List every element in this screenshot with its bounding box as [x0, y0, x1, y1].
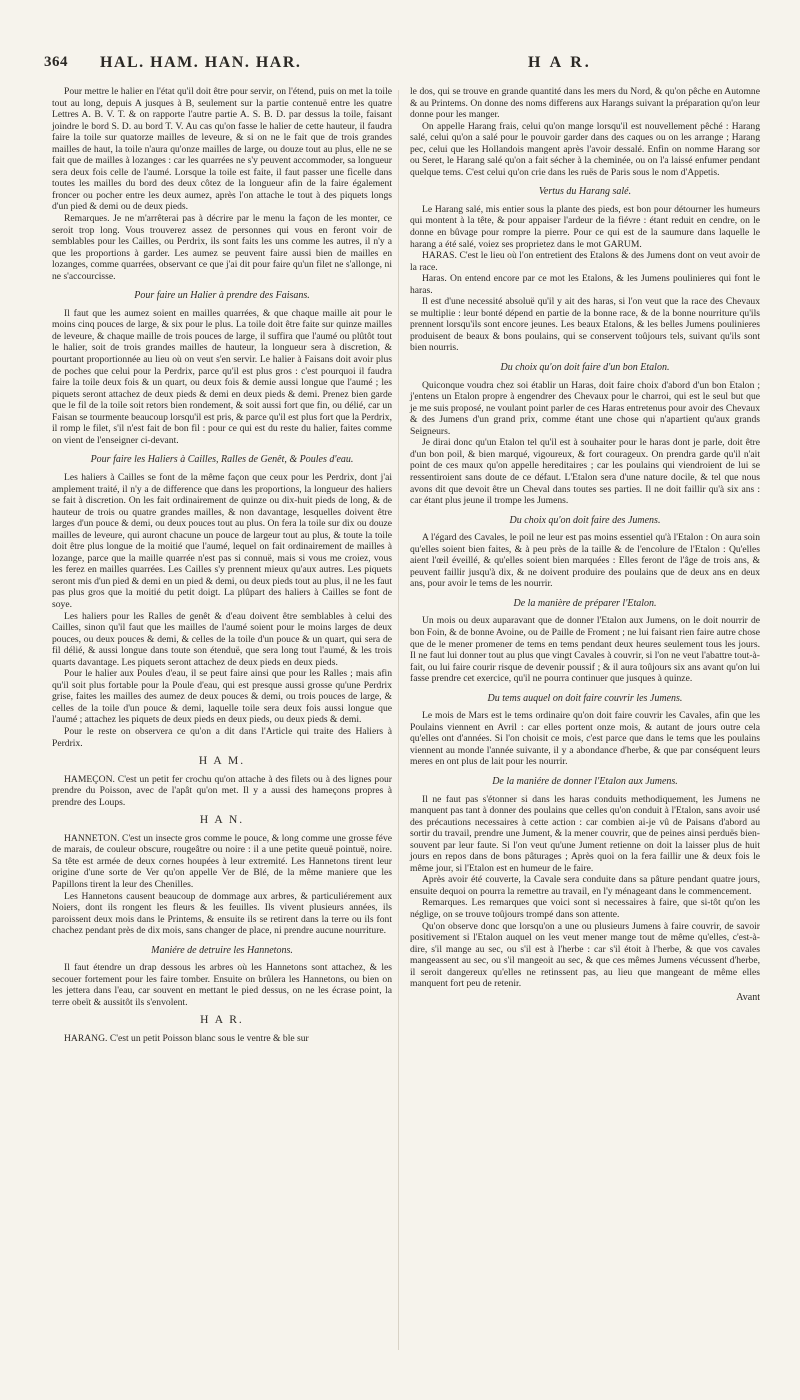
paragraph: Remarques. Je ne m'arrêterai pas à décrire par le menu la façon de les monter, ce seroit trop long. Vous trouverez assez de personnes qui vous en feront voir de semblables pour les Cailles, ou Perdrix, ils sont faits les uns comme les autres, il n'y a que les proportions à garder. Les aumez se peuvent faire aussi bien de mailles en lozanges, comme quarrées, observant ce que j'ai dit pour faire qu'un filet ne s'allonge, ni ne s'accourcisse. [52, 213, 392, 282]
section-heading: Du choix qu'on doit faire des Jumens. [509, 514, 661, 526]
paragraph: Il faut étendre un drap dessous les arbres où les Hannetons sont attachez, & les secouer fortement pour les faire tomber. Ensuite on brûlera les Hannetons, ou bien on les jettera dans l'eau, car souvent en mettant le pied dessus, on ne les écrase point, la terre obeït & aussitôt ils s'envolent. [52, 962, 392, 1008]
section-heading: Du tems auquel on doit faire couvrir les Jumens. [487, 692, 683, 704]
entry-harang: HARANG. C'est un petit Poisson blanc sous le ventre & ble sur [64, 1033, 309, 1045]
paragraph: Haras. On entend encore par ce mot les Etalons, & les Jumens poulinieres qui font le haras. [410, 273, 760, 296]
paragraph: Quiconque voudra chez soi établir un Haras, doit faire choix d'abord d'un bon Etalon ; j'entens un Etalon propre à engendrer des Chevaux pour le charroi, qui est le seul but que je me suis proposé, ne voulant point parler de ces Haras entretenus pour avoir des Chevaux & des Jumens d'un grand prix, comme étant une chose qui n'apartient qu'aux grands Seigneurs. [410, 379, 760, 437]
right-column [410, 86, 760, 1003]
paragraph: Le Harang salé, mis entier sous la plante des pieds, est bon pour détourner les humeurs qui montent à la tête, & pour appaiser l'ardeur de la fiévre : étant reduit en cendre, on le donne en bûvage pour rompre la pierre. Pour ce qui est de la saumure dans laquelle le harang a été salé, voiez ses proprietez dans le mot GARUM. [410, 203, 760, 250]
paragraph: Pour mettre le halier en l'état qu'il doit être pour servir, on l'étend, puis on met la toile tout au long, depuis A jusques à B, seulement sur la partie contenuë entre les quatre Lettres A. B. V. T. & on rapporte l'autre partie A. S. B. D. par dessus la toile, faisant joindre le bord S. D. au bord T. V. Au cas qu'on fasse le halier de cette hauteur, il faudra faire la toile sur quatorze mailles de leveure, & si on ne le fait que de trois grandes mailles de haut, la toile n'aura qu'onze mailles de large, ou douze tout au plus, elle ne se fait que de mailles à lozanges : car les quarrées ne s'y peuvent accommoder, sa longueur sera deux fois celle de l'aumé. Lorsque la toile est faite, il faut passer une ficelle dans toutes les mailles du bord des deux côtez de la longueur afin de la faire également froncer ou pocher entre les deux aumez, après l'on attache le tout à des piquets longs d'un pied & demi ou de deux pieds. [52, 86, 392, 213]
paragraph: Il est d'une necessité absoluë qu'il y ait des haras, si l'on veut que la race des Chevaux se multiplie : leur bonté dépend en partie de la bonne race, & de la bonne nourriture qu'ils prennent lorsqu'ils sont encore jeunes. Les beaux Etalons, & les belles Jumens poulinieres produisent de beaux & bons poulains, qui se conservent toûjours tels, suivant qu'ils sont bien nourris. [410, 296, 760, 354]
paragraph: Qu'on observe donc que lorsqu'on a une ou plusieurs Jumens à faire couvrir, de savoir positivement si l'Etalon auquel on les veut mener mange tout de même qu'elles, c'est-à-dire, s'il mange au sec, ou s'il est à l'herbe : car s'il étoit à l'herbe, & que vos cavales mangeassent au sec, ou s'il mangeoit au sec, & que ces mêmes Jumens vécussent d'herbe, il seroit dangereux qu'elles ne retinssent pas, au lieu que mangeant de même elles manquent fort peu de retenir. [410, 920, 760, 990]
paragraph: A l'égard des Cavales, le poil ne leur est pas moins essentiel qu'à l'Etalon : On aura soin qu'elles soient bien faites, & à peu près de la taille & de l'encolure de l'Etalon : Qu'elles aient l'œil éveillé, & qu'elles soient bien marquées : Elles feront de l'âge de trois ans, & peuvent faillir jusqu'à dix, & ne doivent produire des poulains que de deux ans en deux ans, pour avoir le tems de les nourrir. [410, 532, 760, 590]
section-heading: Pour faire un Halier à prendre des Faisans. [134, 290, 310, 302]
paragraph: Pour le reste on observera ce qu'on a dit dans l'Article qui traite des Haliers à Perdrix. [52, 725, 392, 749]
letter-heading: H A N. [199, 814, 245, 827]
letter-heading: H A R. [200, 1014, 244, 1027]
paragraph: Le mois de Mars est le tems ordinaire qu'on doit faire couvrir les Cavales, afin que les Poulains viennent en Avril : car elles portent onze mois, & autant de jours outre cela qu'elles ont d'années. Si l'on choisit ce mois, c'est parce que dans le tems que les poulains viennent au monde l'année suivante, il y a abondance d'herbe, & que par conséquent leurs meres en ont plus de lait pour les nourrir. [410, 710, 760, 768]
paragraph: Je dirai donc qu'un Etalon tel qu'il est à souhaiter pour le haras dont je parle, doit être d'un bon poil, & bien marqué, vigoureux, & fort courageux. On prendra garde qu'il n'ait point de ces maux qu'on appelle hereditaires ; car les poulains qui viendroient de lui se ressentiroient sans doute de ce défaut. L'Etalon sera d'une nature docile, & tel que nous avons dit que devoit être un Cheval dans toutes ses parties. Il ne doit faillir qu'à six ans : car étant plus jeune il trompe les Jumens. [410, 437, 760, 507]
paragraph: le dos, qui se trouve en grande quantité dans les mers du Nord, & qu'on pêche en Automne & au Printems. On donne des noms differens aux Harangs suivant la préparation qu'on leur donne pour les manger. [410, 86, 760, 121]
section-heading: De la maniére de donner l'Etalon aux Jumens. [492, 775, 678, 787]
running-title-right: H A R. [528, 54, 592, 71]
paragraph: Il faut que les aumez soient en mailles quarrées, & que chaque maille ait pour le moins cinq pouces de large, & six pour le plus. La toile doit être faite sur quinze mailles de leveure, & chaque maille de trois pouces de large, il suffira que l'aumé ou plûtôt tout le halier, soit de trois grandes mailles de hauteur, la longueur sera à discretion, & pourtant proportionnée au lieu où on veut s'en servir. Le halier à Faisans doit avoir plus de poches que celui pour la Perdrix, parce qu'il est plus gros : c'est pourquoi il faudra faire la toile deux fois & un quart, ou deux fois & demie aussi longue que l'aumé ; les piquets seront attachez de deux pieds & demi en deux pieds & demi. Prenez bien garde que le fil de la toile soit retors bien rondement, & soit aussi fort que fin, ou délié, car un Faisan se tourmente beaucoup lorsqu'il est pris, & parce qu'il est plus fort que la Perdrix, il romp le filet, s'il n'est fait de bon fil : pour ce qui est du reste du halier, faites comme on vient de l'enseigner ci-devant. [52, 307, 392, 446]
paragraph: Les Hannetons causent beaucoup de dommage aux arbres, & particuliérement aux Noiers, dont ils rongent les fleurs & les feuilles. Ils vivent plusieurs années, ils paroissent deux mois dans le Printems, & ensuite ils se retirent dans la terre ou ils font chachez pendant près de dix mois, sans changer de place, ni prendre aucune nourriture. [52, 890, 392, 937]
section-heading: Du choix qu'on doit faire d'un bon Etalon. [500, 362, 670, 374]
paragraph: Un mois ou deux auparavant que de donner l'Etalon aux Jumens, on le doit nourrir de bon Foin, & de bonne Avoine, ou de Paille de Froment ; ne lui faisant rien faire autre chose que de le mener promener de tems en tems pendant deux heures seulement tous les jours. Il ne faut lui donner tout au plus que vingt Cavales à couvrir, si l'on ne veut l'abattre tout-à-fait, ou lui faire courir risque de devenir poussif ; & il aura toûjours six ans avant qu'on lui fasse prendre cet exercice, qu'il ne pourra continuer que jusques à quinze. [410, 615, 760, 685]
running-title-left: HAL. HAM. HAN. HAR. [100, 54, 302, 71]
letter-heading: H A M. [198, 755, 246, 768]
page-header [0, 54, 800, 82]
paragraph: Pour le halier aux Poules d'eau, il se peut faire ainsi que pour les Ralles ; mais afin qu'il soit plus fortable pour la Poule d'eau, qui est presque aussi grosse qu'une Perdrix grise, faites les mailles des aumez de deux pouces & demi, ou trois pouces de large, & celles de la toile d'un pouce & demi, laquelle toile sera deux fois aussi longue que l'aumé ; attachez les piquets de deux pieds en deux pieds, ou deux pieds & demi. [52, 668, 392, 726]
entry-haras: HARAS. C'est le lieu où l'on entretient des Etalons & des Jumens dont on veut avoir de la race. [410, 250, 760, 273]
section-heading: Vertus du Harang salé. [538, 186, 632, 198]
section-heading: De la manière de préparer l'Etalon. [513, 597, 657, 609]
section-heading: Pour faire les Haliers à Cailles, Ralles de Genêt, & Poules d'eau. [90, 454, 354, 466]
paragraph: Les haliers pour les Ralles de genêt & d'eau doivent être semblables à celui des Cailles, sinon qu'il faut que les mailles de l'aumé soient pour le moins larges de deux pouces, ou deux pouces & demi, & celles de la toile d'un pouce & un quart, qui sera de fil délié, & aussi longue dans toute son étenduë, que sera long tout l'aumé, & les trois quarts davantage. Les piquets seront attachez de deux pieds en deux pieds. [52, 610, 392, 668]
entry-hanneton: HANNETON. C'est un insecte gros comme le pouce, & long comme une grosse féve de marais, de couleur obscure, rougeâtre ou noire : il a une petite queuë pointuë, noire. Sa tête est armée de deux cornes houpées à leur extremité. Les Hannetons tirent leur origine d'une sorte de Ver qu'on appelle Ver de Blé, de la même maniere que les Papillons tirent la leur des Chenilles. [52, 832, 392, 890]
paragraph: Les haliers à Cailles se font de la même façon que ceux pour les Perdrix, dont j'ai amplement traité, il n'y a de difference que dans les proportions, la longueur des haliers se fait à discretion. On les fait ordinairement de quinze ou dix-huit pieds de long, & de hauteur de trois ou quatre grandes mailles, & non davantage, lesquelles doivent être larges d'un pouce & demi, ou deux pouces tout au plus. On fera la toile sur dix ou douze mailles de leveure, qui auront chacune un pouce de largeur tout au plus, & toute la toile doit être plus longue de la moitié que l'aumé, lequel on fait ordinairement de mailles à lozange, parce que la maille quarrée n'est pas si connuë, mais si vous me croiez, vous les ferez en mailles quarrées. Les Cailles s'y prennent mieux qu'aux autres. Les piquets seront mis d'un pied & demi en un pied & demi, ou deux pieds tout au plus, il ne les faut pas plus gros que la moitié du petit doigt. La plûpart des haliers à Cailles se font de soye. [52, 471, 392, 610]
entry-hamecon: HAMEÇON. C'est un petit fer crochu qu'on attache à des filets ou à des lignes pour prendre du Poisson, avec de l'apât qu'on met. Il y a aussi des hameçons propres à prendre des Loups. [52, 773, 392, 808]
paragraph: Il ne faut pas s'étonner si dans les haras conduits methodiquement, les Jumens ne manquent pas tant à donner des poulains que celles qu'on conduit à l'Etalon, sans avoir usé des précautions necessaires à cette action : car combien ai-je vû de Paisans d'abord au sortir du travail, prendre une Jument, & la mener couvrir, que de peines ainsi perduës bien-souvent par leur faute. Si l'on veut qu'une Jument retienne on doit la laisser plus de huit jours en repos dans de bons pâturages ; Après quoi on la fera faillir une & deux fois le même jour, si l'Etalon est en humeur de le faire. [410, 793, 760, 874]
paragraph: On appelle Harang frais, celui qu'on mange lorsqu'il est nouvellement pêché : Harang salé, celui qu'on a salé pour le pouvoir garder dans des caques ou on les arrange ; Harang pec, celui que les Hollandois mangent après l'avoir dessalé. Enfin on nomme Harang sor ou Seret, le Harang salé qu'on a fait sécher à la cheminée, ou on l'a laissé enfumer pendant quelque tems. C'est celui qu'on crie dans les ruës de Paris sous le nom d'Appetis. [410, 120, 760, 178]
page-number: 364 [44, 54, 68, 70]
section-heading: Maniére de detruire les Hannetons. [151, 944, 293, 956]
paragraph: Remarques. Les remarques que voici sont si necessaires à faire, que si-tôt qu'on les néglige, on se trouve toûjours trompé dans son attente. [410, 897, 760, 920]
paragraph: Après avoir été couverte, la Cavale sera conduite dans sa pâture pendant quatre jours, ensuite dequoi on pourra la remettre au travail, en l'y ménageant dans le commencement. [410, 874, 760, 897]
catchword: Avant [736, 991, 760, 1003]
left-column [52, 86, 392, 1045]
column-divider [398, 90, 399, 1350]
